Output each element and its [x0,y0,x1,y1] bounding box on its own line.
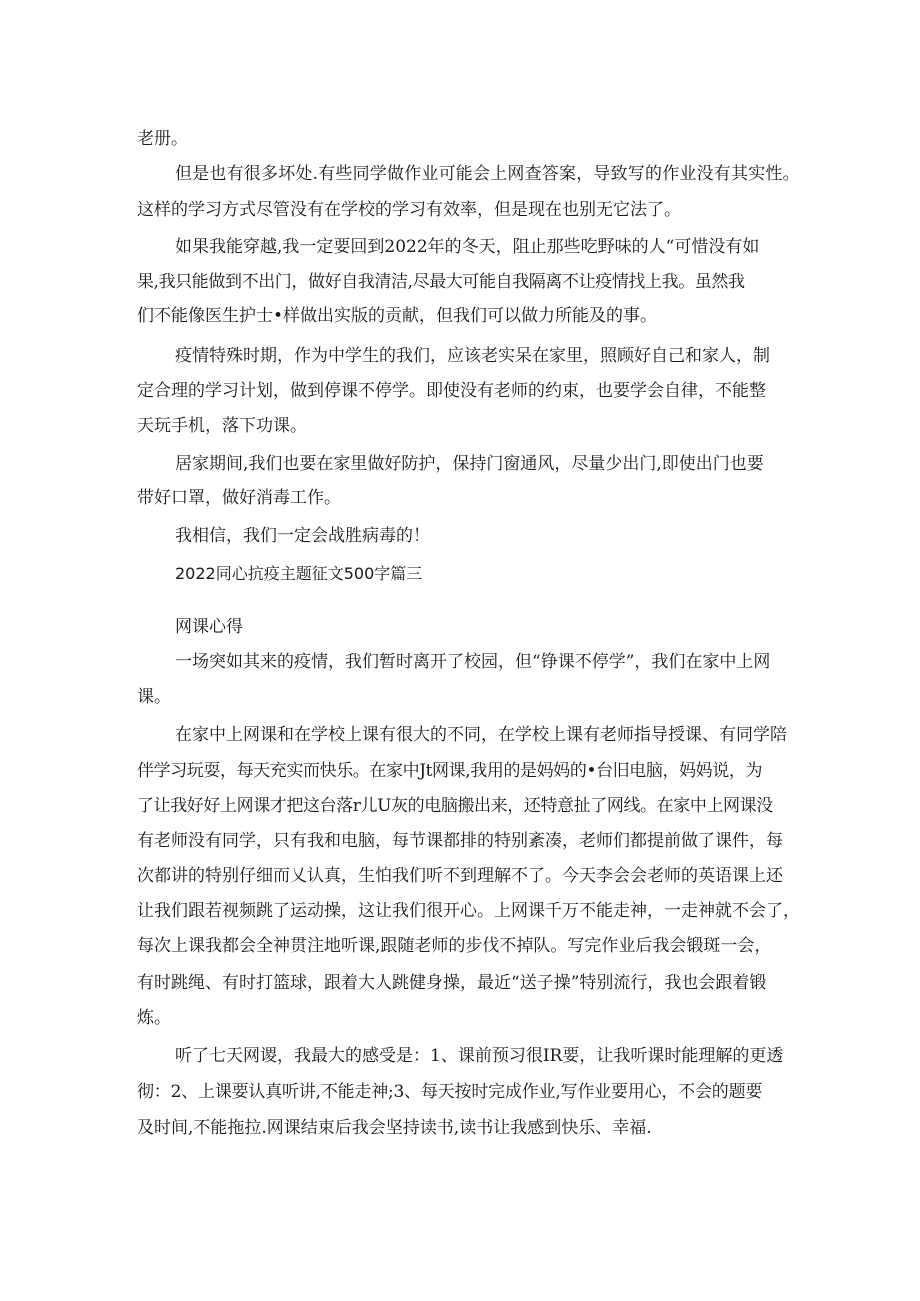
text-line: 及时间,不能拖拉.网课结束后我会坚持读书,读书让我感到快乐、幸福. [137,1118,652,1138]
text-line: 一场突如其来的疫情，我们暂时离开了校园，但“铮课不停学”，我们在家中上网 [175,652,771,672]
text-line: 让我们跟若视频跳了运动操，这让我们很开心。上网课千万不能走神，一走神就不会了， [137,901,800,921]
text-line: 课。 [137,687,171,707]
text-line: 天玩手机，落下功课。 [137,416,307,436]
text-line: 们不能像医生护士•样做出实版的贡献，但我们可以做力所能及的事。 [137,306,658,326]
text-line: 但是也有很多坏处.有些同学做作业可能会上网查答案，导致写的作业没有其实性。 [175,164,800,184]
text-line: 炼。 [137,1008,171,1028]
text-line: 带好口罩，做好消毒工作。 [137,488,341,508]
text-line: 次都讲的特别仔细而乂认真，生怕我们听不到理解不了。今天李会会老师的英语课上还 [137,866,783,886]
text-line: 如果我能穿越,我一定要回到2022年的冬天，阻止那些吃野味的人“可惜没有如 [175,237,760,257]
text-line: 彻：2、上课要认真听讲,不能走神;3、每天按时完成作业,写作业要用心，不会的题要 [137,1082,763,1102]
text-line: 果,我只能做到不出门，做好自我清洁,尽最大可能自我隔离不让疫情找上我。虽然我 [137,272,745,292]
section-heading: 2022同心抗疫主题征文500字篇三 [175,564,423,583]
subheading: 网课心得 [175,617,243,637]
text-line: 这样的学习方式尽管没有在学校的学习有效率，但是现在也别无它法了。 [137,200,681,220]
text-line: 我相信，我们一定会战胜病毒的！ [175,526,430,546]
text-line: 每次上课我都会全神贯注地听课,跟随老师的步伐不掉队。写完作业后我会锻斑一会， [137,936,772,956]
text-line: 有时跳绳、有时打篮球，跟着大人跳健身操，最近“送子操”特别流行，我也会跟着锻 [137,973,767,993]
text-line: 听了七天网谡，我最大的感受是：1、课前预习很IR要，让我听课时能理解的更透 [175,1046,784,1066]
text-line: 居家期间,我们也要在家里做好防护，保持门窗通风，尽量少出门,即使出门也要 [175,454,764,474]
text-line: 有老师没有同学，只有我和电脑，每节课都排的特别紊凑，老师们都提前做了课件，每 [137,831,783,851]
text-line: 在家中上网课和在学校上课有很大的不同，在学校上课有老师指导授课、有同学陪 [175,725,787,745]
text-line: 伴学习玩耍，每天充实而快乐。在家中Jt网课,我用的是妈妈的•台旧电脑，妈妈说，为 [137,761,763,781]
text-line: 定合理的学习计划，做到停课不停学。即使没有老师的约束，也要学会自律，不能整 [137,381,766,401]
text-line: 老册。 [137,129,188,149]
text-line: 疫情特殊时期，作为中学生的我们，应该老实呆在家里，照顾好自己和家人，制 [175,346,770,366]
text-line: 了让我好好上网课才把这台落r儿U灰的电脑搬出来，还特意扯了网线。在家中上网课没 [137,796,773,816]
